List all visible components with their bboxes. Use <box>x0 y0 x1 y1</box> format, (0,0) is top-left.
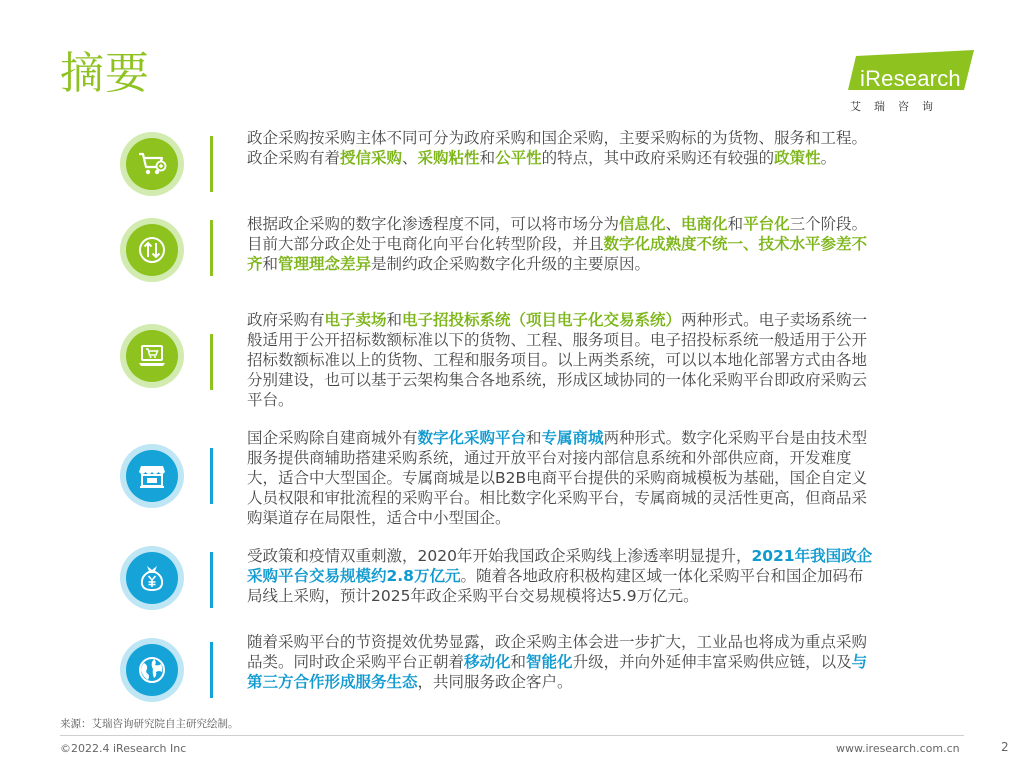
highlight-keyword: 智能化 <box>526 653 573 671</box>
logo-brand-text: iResearch <box>860 66 961 91</box>
text-run: 和 <box>510 653 527 671</box>
text-run: 两种形式。电子卖场系统一般适用于公开招标数额标准以下的货物、工程、服务项目。电子招投标系统一般适用于公开招标数额标准以上的货物、工程和服务项目。以上两类系统，可以以本地化部署方式由各地分别建设，也可以基于云架构集合各地系统，形成区域协同的一体化采购平台即政府采购云平台。 <box>247 311 868 409</box>
highlight-keyword: 采购粘性 <box>417 149 480 167</box>
highlight-keyword: 政策性 <box>774 149 821 167</box>
highlight-keyword: 信息化 <box>619 215 666 233</box>
highlight-keyword: 与第三方合作形成服务生态 <box>247 653 868 691</box>
text-run: 和 <box>386 311 403 329</box>
section-divider-bar <box>210 642 213 698</box>
text-run: 两种形式。数字化采购平台是由技术型服务提供商辅助搭建采购系统，通过开放平台对接内部信息系统和外部供应商，开发难度大，适合中大型国企。专属商城是以B2B电商平台提供的采购商城模板为基础，国企自定义人员权限和审批流程的采购平台。相比数字化采购平台，专属商城的灵活性更高，但商品采购渠道存在局限性，适合中小型国企。 <box>247 429 868 527</box>
summary-paragraph <box>247 128 877 168</box>
text-run: 政府采购有 <box>247 311 325 329</box>
logo-subtitle: 艾瑞咨询 <box>850 100 946 113</box>
globe-icon <box>135 653 169 687</box>
text-run: ，共同服务政企客户。 <box>417 673 573 691</box>
text-run: 是制约政企采购数字化升级的主要原因。 <box>371 255 651 273</box>
highlight-keyword: 数字化采购平台 <box>417 429 527 447</box>
section-divider-bar <box>210 220 213 276</box>
text-run: 、 <box>665 215 682 233</box>
iresearch-logo <box>848 48 978 118</box>
highlight-keyword: 授信采购 <box>340 149 403 167</box>
highlight-keyword: 电商化 <box>681 215 728 233</box>
storefront-icon <box>135 459 169 493</box>
highlight-keyword: 电子招投标系统（项目电子化交易系统） <box>402 311 682 329</box>
shopping-cart-icon <box>135 147 169 181</box>
source-note: 来源：艾瑞咨询研究院自主研究绘制。 <box>60 718 239 730</box>
summary-paragraph <box>247 632 877 692</box>
yuan-bag-icon <box>135 561 169 595</box>
summary-paragraph <box>247 310 877 410</box>
highlight-keyword: 移动化 <box>464 653 511 671</box>
text-run: 、 <box>402 149 418 167</box>
text-run: 政企采购按采购主体不同可分为政府采购和国企采购，主要采购标的为货物、服务和工程。政企采购有着 <box>247 129 868 167</box>
text-run: 随着采购平台的节资提效优势显露，政企采购主体会进一步扩大，工业品也将成为重点采购品类。同时政企采购平台正朝着 <box>247 633 868 671</box>
section-divider-bar <box>210 552 213 608</box>
up-down-arrows-icon <box>135 233 169 267</box>
website-link[interactable]: www.iresearch.com.cn <box>836 742 960 755</box>
page-number: 2 <box>1001 740 1009 754</box>
text-run: 。随着各地政府积极构建区域一体化采购平台和国企加码布局线上采购，预计2025年政企采购平台交易规模将达5.9万亿元。 <box>247 567 864 605</box>
text-run: 升级，并向外延伸丰富采购供应链，以及 <box>572 653 852 671</box>
highlight-keyword: 数字化成熟度不统一、技术水平参差不齐 <box>247 235 868 273</box>
text-run: 和 <box>526 429 542 447</box>
section-divider-bar <box>210 136 213 192</box>
copyright-text: ©2022.4 iResearch Inc <box>60 742 187 755</box>
summary-paragraph <box>247 428 877 528</box>
text-run: 受政策和疫情双重刺激，2020年开始我国政企采购线上渗透率明显提升， <box>247 547 752 565</box>
footer-divider <box>60 735 964 736</box>
text-run: 的特点，其中政府采购还有较强的 <box>541 149 775 167</box>
summary-paragraph <box>247 214 877 274</box>
laptop-cart-icon <box>135 339 169 373</box>
text-run: 根据政企采购的数字化渗透程度不同，可以将市场分为 <box>247 215 620 233</box>
highlight-keyword: 专属商城 <box>541 429 604 447</box>
text-run: 和 <box>262 255 279 273</box>
text-run: 。 <box>820 149 837 167</box>
text-run: 国企采购除自建商城外有 <box>247 429 418 447</box>
section-divider-bar <box>210 334 213 390</box>
summary-paragraph <box>247 546 877 606</box>
highlight-keyword: 2021年我国政企采购平台交易规模约2.8万亿元 <box>247 547 873 585</box>
text-run: 和 <box>727 215 744 233</box>
highlight-keyword: 平台化 <box>743 215 790 233</box>
highlight-keyword: 管理理念差异 <box>278 255 372 273</box>
section-divider-bar <box>210 448 213 504</box>
text-run: 三个阶段。目前大部分政企处于电商化向平台化转型阶段，并且 <box>247 215 868 253</box>
text-run: 和 <box>479 149 496 167</box>
page-title: 摘要 <box>60 48 150 99</box>
highlight-keyword: 公平性 <box>495 149 542 167</box>
highlight-keyword: 电子卖场 <box>324 311 387 329</box>
